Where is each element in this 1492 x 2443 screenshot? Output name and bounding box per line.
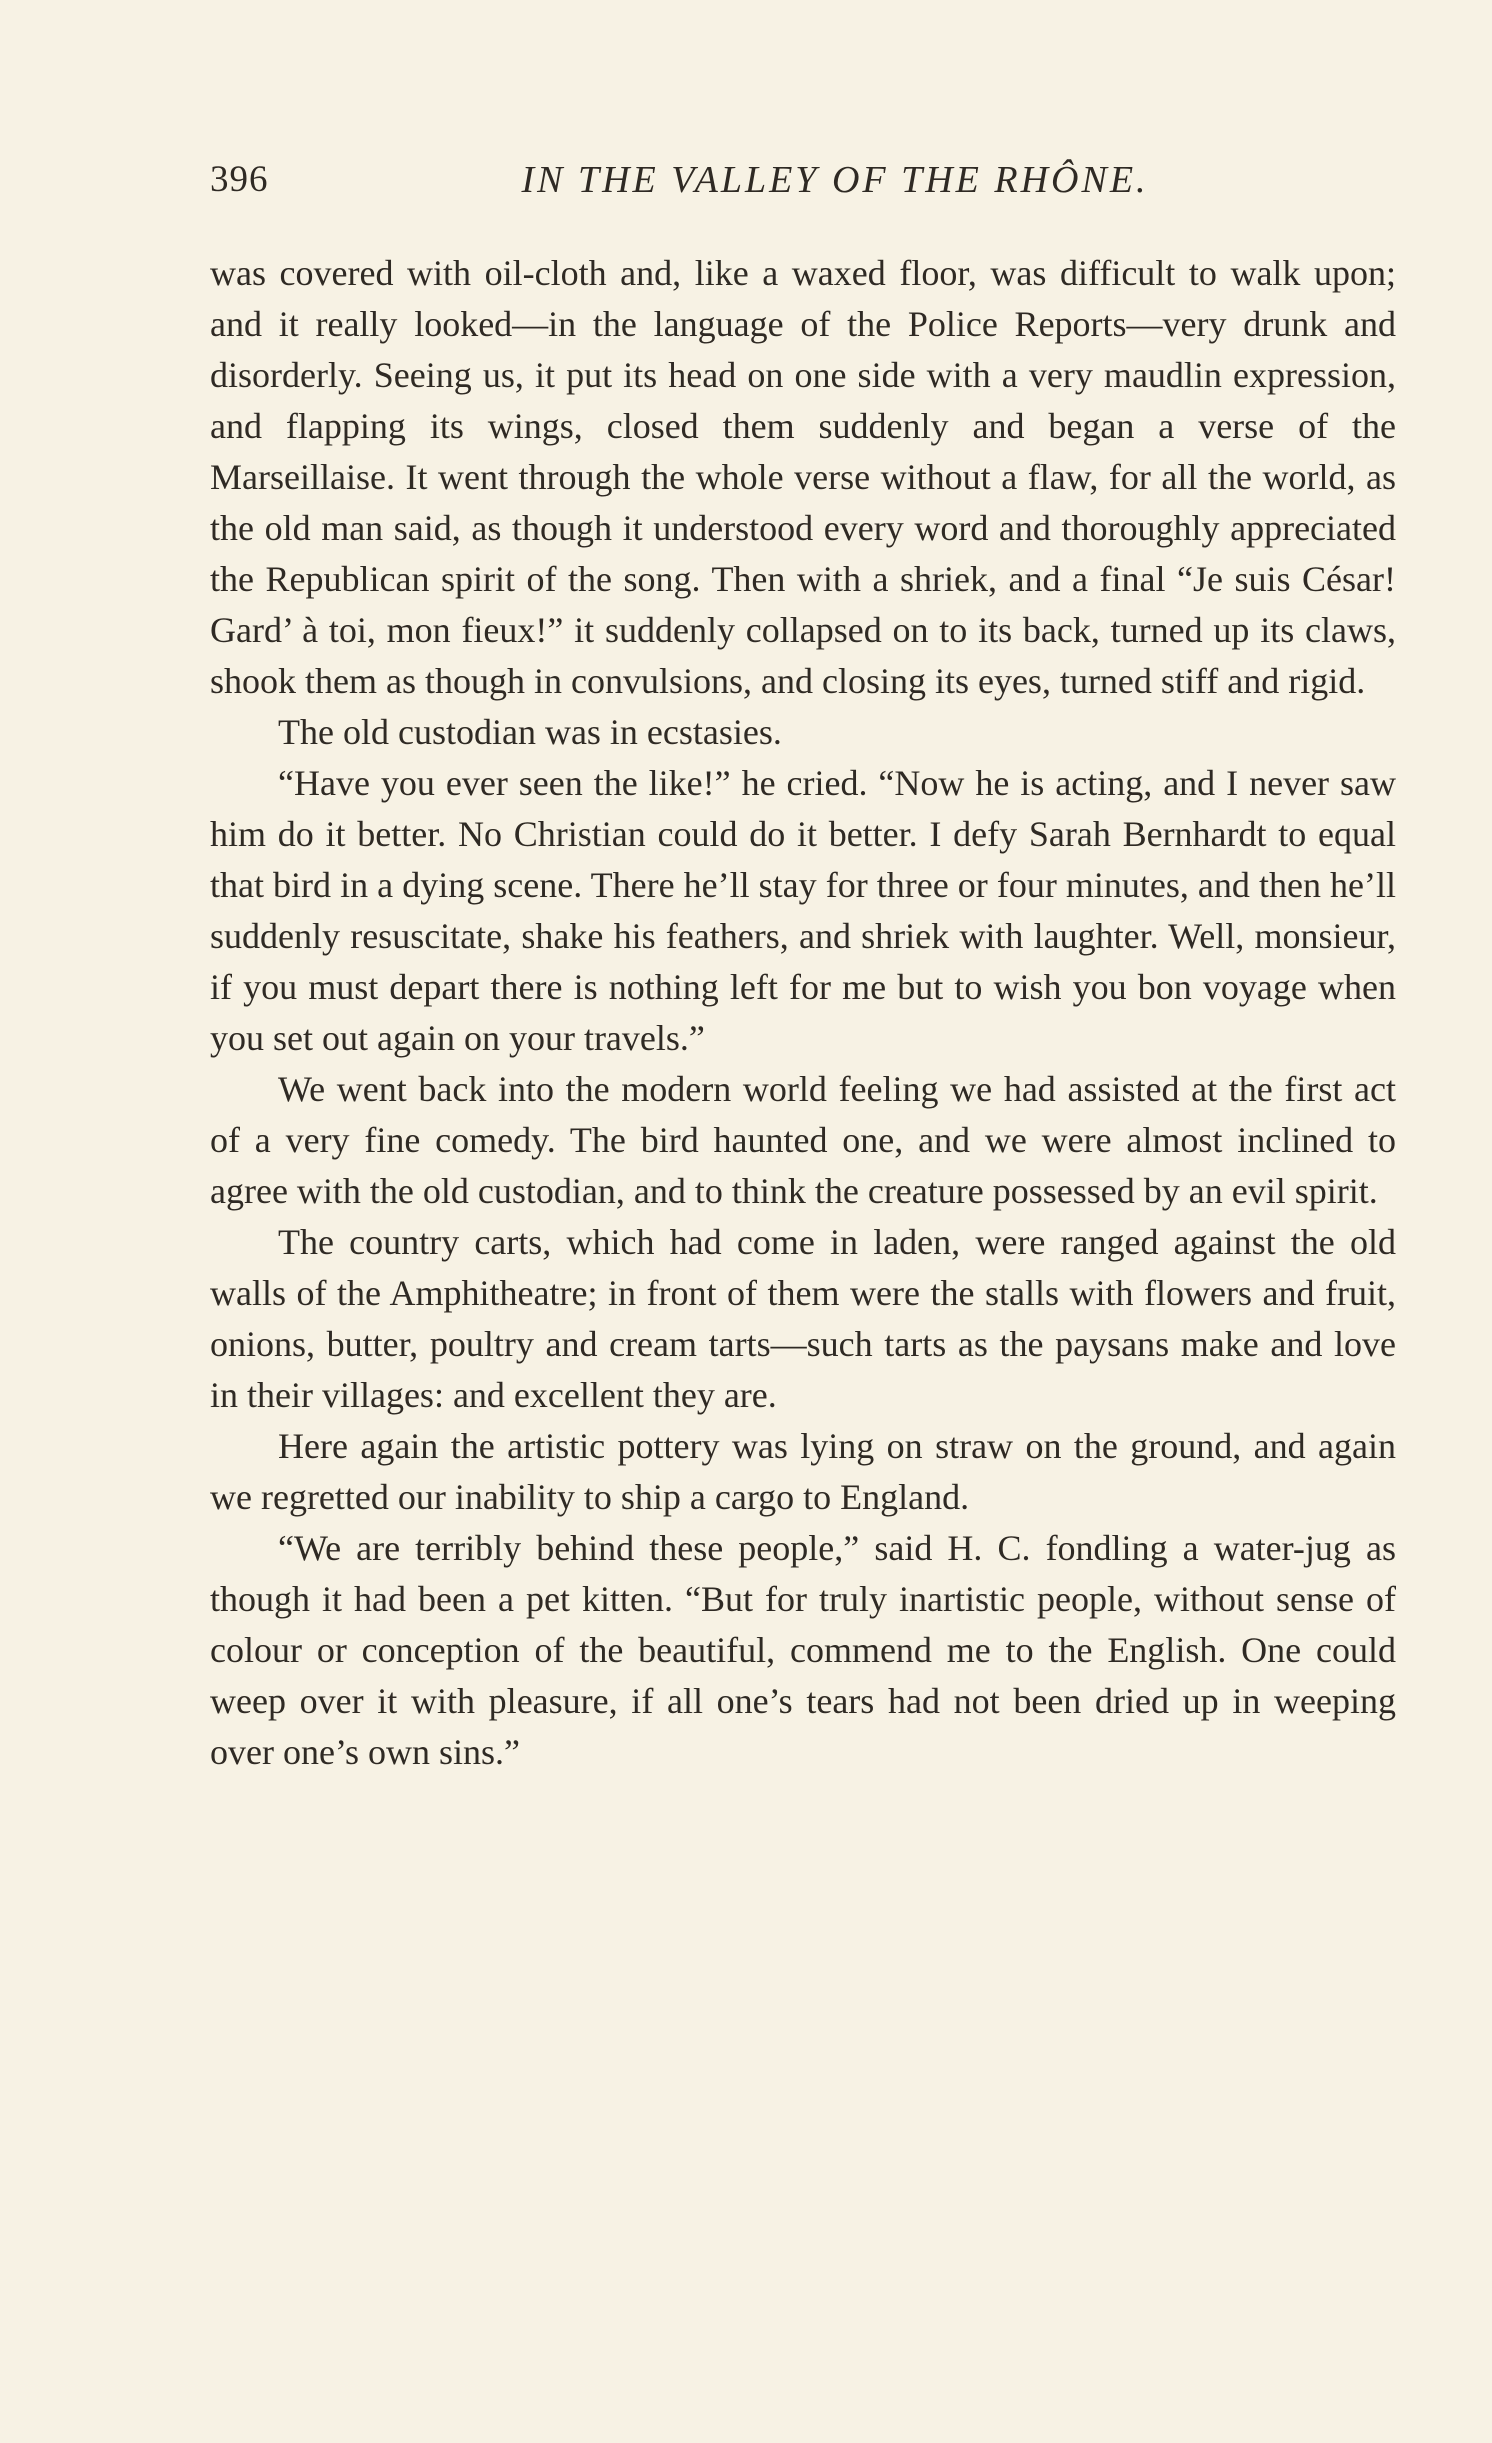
paragraph: “Have you ever seen the like!” he cried. “Now he is acting, and I never saw him do it better. No Christian could do it better. I defy Sarah Bernhardt to equal that bird in a dying scene. There he’ll stay for three or four minutes, and then he’ll suddenly resuscitate, shake his feathers, and shriek with laughter. Well, monsieur, if you must depart there is nothing left for me but to wish you bon voyage when you set out again on your travels.” bbox=[210, 763, 1396, 1058]
body-text bbox=[210, 248, 1396, 1778]
paragraph: We went back into the modern world feeling we had assisted at the first act of a very fine comedy. The bird haunted one, and we were almost inclined to agree with the old custodian, and to think the creature possessed by an evil spirit. bbox=[210, 1069, 1396, 1211]
running-head: IN THE VALLEY OF THE RHÔNE. bbox=[521, 159, 1149, 201]
paragraph: “We are terribly behind these people,” said H. C. fondling a water-jug as though it had been a pet kitten. “But for truly inartistic people, without sense of colour or conception of the beautiful, commend me to the English. One could weep over it with pleasure, if all one’s tears had not been dried up in weeping over one’s own sins.” bbox=[210, 1528, 1396, 1772]
paragraph: The country carts, which had come in laden, were ranged against the old walls of the Amphitheatre; in front of them were the stalls with flowers and fruit, onions, butter, poultry and cream tarts—such tarts as the paysans make and love in their villages: and excellent they are. bbox=[210, 1222, 1396, 1415]
paragraph: was covered with oil-cloth and, like a waxed floor, was difficult to walk upon; and it really looked—in the language of the Police Reports—very drunk and disorderly. Seeing us, it put its head on one side with a very maudlin expression, and flapping its wings, closed them suddenly and began a verse of the Marseillaise. It went through the whole verse without a flaw, for all the world, as the old man said, as though it understood every word and thoroughly appreciated the Republican spirit of the song. Then with a shriek, and a final “Je suis César! Gard’ à toi, mon fieux!” it suddenly collapsed on to its back, turned up its claws, shook them as though in convulsions, and closing its eyes, turned stiff and rigid. bbox=[210, 253, 1396, 701]
page-number: 396 bbox=[210, 159, 269, 200]
page-header bbox=[210, 158, 1400, 218]
paragraph: The old custodian was in ecstasies. bbox=[278, 712, 782, 752]
paragraph: Here again the artistic pottery was lying on straw on the ground, and again we regretted our inability to ship a cargo to England. bbox=[210, 1426, 1396, 1517]
